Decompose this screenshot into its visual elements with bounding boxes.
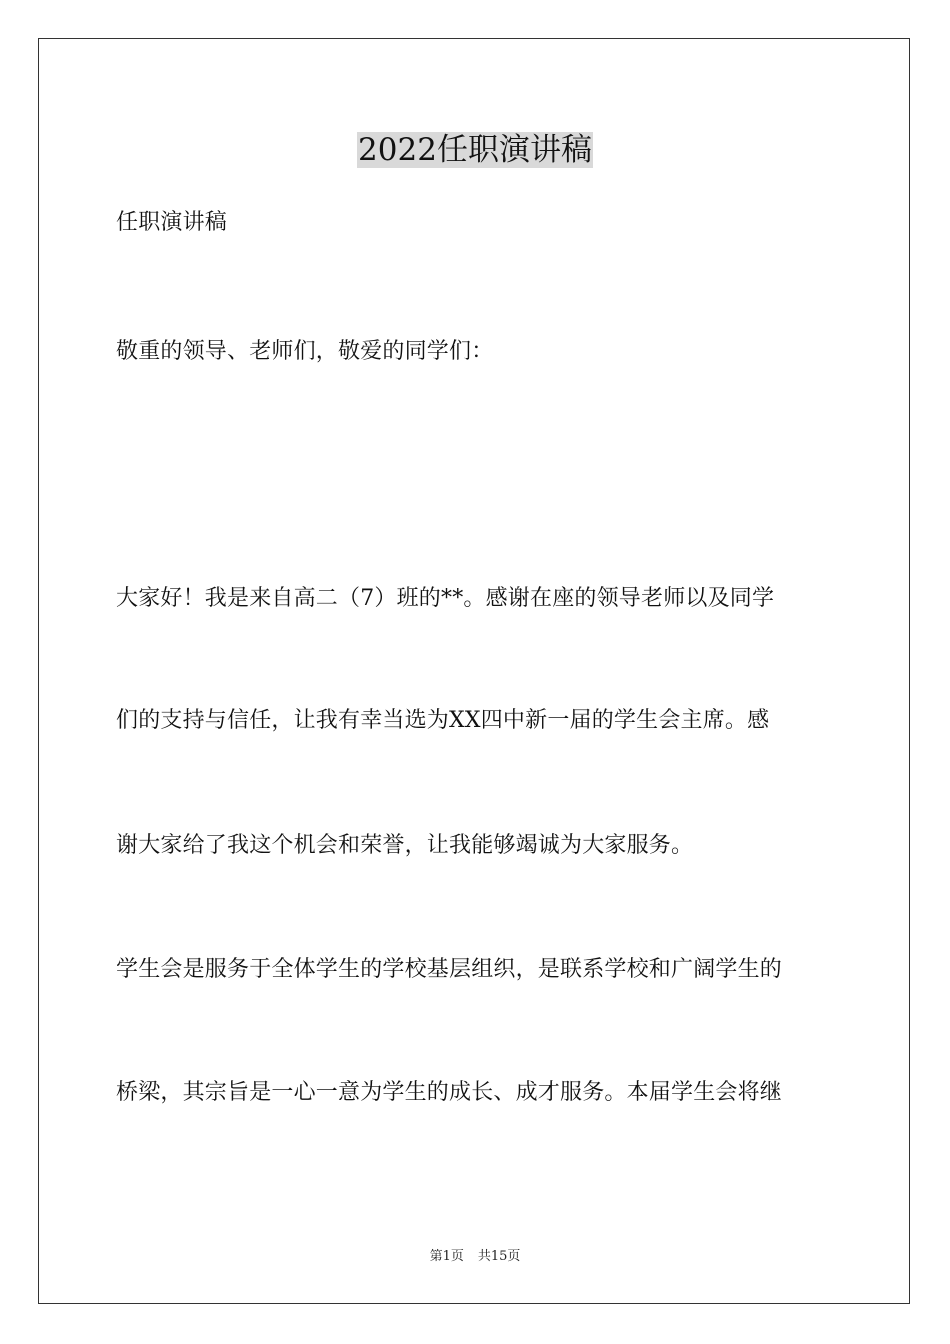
- body-line: 谢大家给了我这个机会和荣誉，让我能够竭诚为大家服务。: [116, 833, 694, 858]
- page-footer: [0, 1249, 950, 1265]
- body-line: 学生会是服务于全体学生的学校基层组织，是联系学校和广阔学生的: [116, 957, 783, 982]
- page-number: 第1页: [429, 1249, 464, 1264]
- body-line: 大家好！我是来自高二（7）班的**。感谢在座的领导老师以及同学: [116, 586, 775, 611]
- body-line: 们的支持与信任，让我有幸当选为XX四中新一届的学生会主席。感: [116, 708, 770, 733]
- body-line: 桥梁，其宗旨是一心一意为学生的成长、成才服务。本届学生会将继: [116, 1080, 783, 1105]
- body-line-subtitle: 任职演讲稿: [116, 210, 228, 235]
- document-title-text: 2022任职演讲稿: [358, 132, 592, 168]
- body-line-salutation: 敬重的领导、老师们，敬爱的同学们：: [116, 339, 494, 364]
- document-title: [0, 128, 950, 172]
- page-total: 共15页: [477, 1249, 521, 1264]
